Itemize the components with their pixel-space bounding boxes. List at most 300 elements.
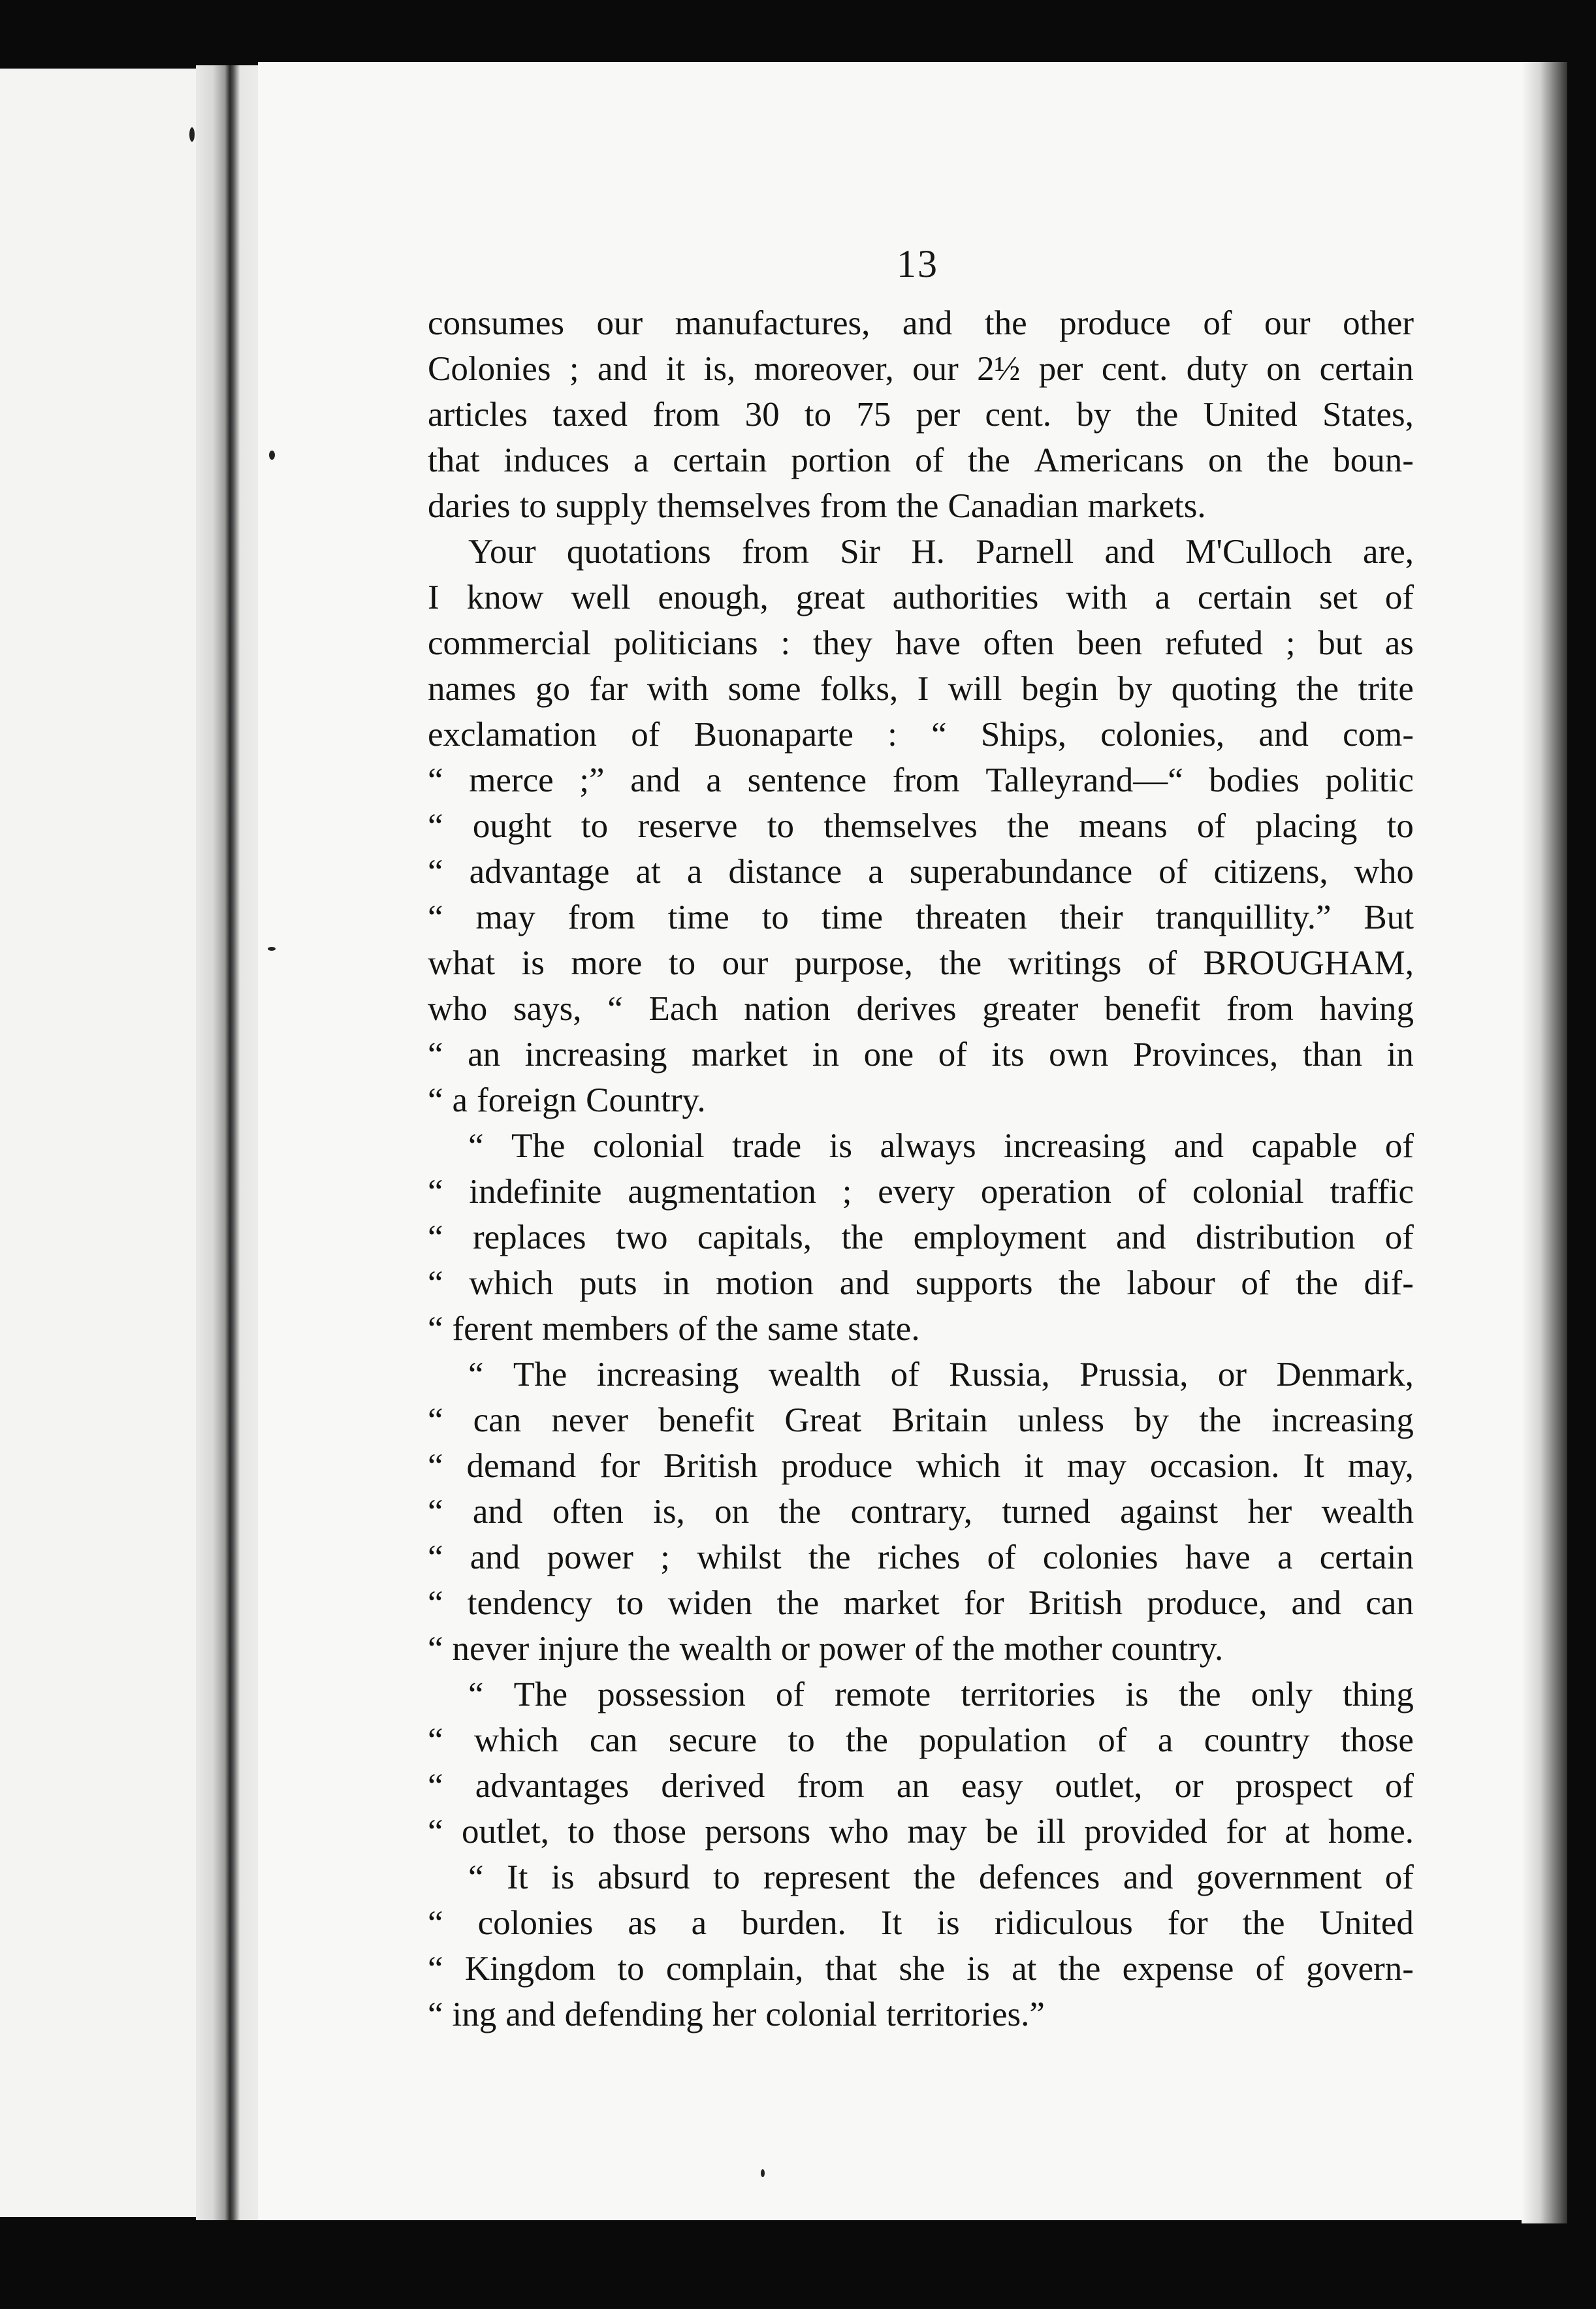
word: a bbox=[691, 1904, 707, 1942]
word: and bbox=[1258, 716, 1309, 754]
body-text bbox=[428, 300, 1414, 2037]
word: defending bbox=[564, 1996, 703, 2033]
text-line bbox=[428, 1489, 1414, 1535]
word: “ bbox=[428, 1493, 443, 1531]
word: 2½ bbox=[977, 350, 1021, 388]
word: “ bbox=[428, 1081, 443, 1119]
word: on bbox=[1207, 441, 1243, 479]
word: advantage bbox=[469, 853, 610, 891]
word: of bbox=[1158, 853, 1188, 891]
word: in bbox=[663, 1264, 690, 1302]
word: of bbox=[631, 716, 660, 754]
word: and bbox=[1291, 1584, 1342, 1622]
word: a bbox=[868, 853, 884, 891]
word: Denmark, bbox=[1276, 1356, 1414, 1393]
word: an bbox=[468, 1036, 501, 1074]
word: “ bbox=[428, 1447, 443, 1485]
word: consumes bbox=[428, 304, 565, 342]
word: tranquillity.” bbox=[1155, 899, 1332, 936]
word: “ bbox=[428, 853, 443, 891]
word: of bbox=[1384, 1858, 1414, 1896]
word: themselves bbox=[823, 807, 978, 845]
word: is bbox=[1125, 1676, 1149, 1713]
word: a bbox=[686, 853, 703, 891]
word: they bbox=[812, 624, 873, 662]
text-line bbox=[428, 300, 1414, 346]
word: exclamation bbox=[428, 716, 597, 754]
word: cent. bbox=[985, 396, 1052, 434]
word: colonies bbox=[477, 1904, 594, 1942]
word: or bbox=[1174, 1767, 1204, 1805]
text-line bbox=[428, 1626, 1414, 1672]
word: may bbox=[1066, 1447, 1126, 1485]
text-line bbox=[428, 1672, 1414, 1717]
text-line bbox=[428, 346, 1414, 392]
word: Provinces, bbox=[1133, 1036, 1279, 1074]
text-line bbox=[428, 1032, 1414, 1077]
word: a bbox=[1277, 1538, 1293, 1576]
word: and bbox=[597, 350, 648, 388]
word: I bbox=[917, 670, 929, 708]
word: of bbox=[938, 1036, 967, 1074]
word: supports bbox=[915, 1264, 1033, 1302]
word: “ bbox=[428, 1173, 443, 1211]
text-line bbox=[428, 1580, 1414, 1626]
word: to bbox=[567, 1813, 595, 1851]
word: every bbox=[878, 1173, 955, 1211]
word: daries bbox=[428, 487, 511, 525]
text-line bbox=[428, 1397, 1414, 1443]
word: articles bbox=[428, 396, 528, 434]
word: territories.” bbox=[886, 1996, 1045, 2033]
word: “ bbox=[428, 1630, 443, 1668]
word: from bbox=[820, 487, 887, 525]
word: remote bbox=[835, 1676, 931, 1713]
word: enough, bbox=[658, 579, 769, 616]
word: some bbox=[727, 670, 801, 708]
word: of bbox=[890, 1356, 919, 1393]
word: colonial bbox=[765, 1996, 878, 2033]
word: with bbox=[1066, 579, 1128, 616]
word: : bbox=[780, 624, 791, 662]
word: that bbox=[428, 441, 480, 479]
word: produce bbox=[1059, 304, 1171, 342]
word: certain bbox=[673, 441, 767, 479]
word: greater bbox=[982, 990, 1079, 1028]
word: to bbox=[761, 899, 789, 936]
scan-speck bbox=[268, 947, 276, 951]
word: power bbox=[819, 1630, 906, 1668]
word: demand bbox=[466, 1447, 577, 1485]
word: more bbox=[571, 944, 643, 982]
word: Britain bbox=[891, 1401, 988, 1439]
word: Sir bbox=[840, 533, 881, 571]
word: which bbox=[916, 1447, 1001, 1485]
word: from bbox=[797, 1767, 865, 1805]
word: I bbox=[428, 579, 439, 616]
word: may bbox=[907, 1813, 967, 1851]
word: “ bbox=[428, 1767, 443, 1805]
text-line bbox=[428, 1306, 1414, 1352]
word: Colonies bbox=[428, 350, 551, 388]
word: two bbox=[615, 1218, 668, 1256]
word: is, bbox=[653, 1493, 685, 1531]
word: from bbox=[567, 899, 635, 936]
word: Each bbox=[648, 990, 718, 1028]
word: country. bbox=[1111, 1630, 1224, 1668]
word: home. bbox=[1328, 1813, 1414, 1851]
word: having bbox=[1319, 990, 1414, 1028]
word: territories bbox=[961, 1676, 1096, 1713]
text-line bbox=[428, 666, 1414, 712]
word: “ bbox=[428, 1584, 443, 1622]
word: other bbox=[1343, 304, 1414, 342]
word: reserve bbox=[637, 807, 738, 845]
word: as bbox=[1384, 624, 1414, 662]
word: the bbox=[808, 1538, 851, 1576]
word: Americans bbox=[1034, 441, 1185, 479]
word: who bbox=[428, 990, 488, 1028]
word: States, bbox=[1322, 396, 1414, 434]
word: “ bbox=[428, 1218, 443, 1256]
word: employment bbox=[913, 1218, 1087, 1256]
word: “ bbox=[428, 1721, 443, 1759]
word: Buonaparte bbox=[694, 716, 854, 754]
word: produce, bbox=[1147, 1584, 1268, 1622]
word: have bbox=[895, 624, 961, 662]
word: than bbox=[1302, 1036, 1363, 1074]
word: government bbox=[1196, 1858, 1362, 1896]
word: from bbox=[652, 396, 720, 434]
word: benefit bbox=[658, 1401, 755, 1439]
word: derived bbox=[661, 1767, 765, 1805]
word: and bbox=[902, 304, 953, 342]
text-line bbox=[428, 1077, 1414, 1123]
word: capable bbox=[1251, 1127, 1358, 1165]
word: is bbox=[966, 1950, 990, 1988]
word: of bbox=[1241, 1264, 1270, 1302]
word: tendency bbox=[467, 1584, 593, 1622]
word: to bbox=[712, 1858, 741, 1896]
word: been bbox=[1077, 624, 1143, 662]
word: threaten bbox=[915, 899, 1027, 936]
word: The bbox=[513, 1356, 567, 1393]
word: puts bbox=[579, 1264, 637, 1302]
word: placing bbox=[1255, 807, 1358, 845]
word: Great bbox=[784, 1401, 862, 1439]
text-line bbox=[428, 1946, 1414, 1992]
word: ought bbox=[472, 807, 552, 845]
word: sentence bbox=[747, 761, 867, 799]
word: the bbox=[896, 487, 939, 525]
word: the bbox=[1296, 1264, 1338, 1302]
word: absurd bbox=[598, 1858, 690, 1896]
word: Your bbox=[468, 533, 536, 571]
word: means bbox=[1079, 807, 1168, 845]
scan-speck bbox=[761, 2169, 765, 2177]
word: colonies bbox=[1042, 1538, 1158, 1576]
word: the bbox=[846, 1721, 888, 1759]
word: wealth bbox=[768, 1356, 861, 1393]
word: of bbox=[1255, 1950, 1285, 1988]
word: of bbox=[1098, 1721, 1127, 1759]
word: and bbox=[472, 1493, 523, 1531]
word: expense bbox=[1122, 1950, 1234, 1988]
word: Prussia, bbox=[1079, 1356, 1189, 1393]
word: by bbox=[1076, 396, 1111, 434]
page-number: 13 bbox=[897, 242, 938, 285]
text-line bbox=[428, 1763, 1414, 1809]
word: in bbox=[812, 1036, 840, 1074]
word: folks, bbox=[820, 670, 899, 708]
word: “ bbox=[428, 1264, 443, 1302]
word: of bbox=[775, 1676, 805, 1713]
word: it bbox=[665, 350, 686, 388]
word: whilst bbox=[697, 1538, 782, 1576]
text-line bbox=[428, 392, 1414, 438]
word: to bbox=[804, 396, 832, 434]
word: same bbox=[767, 1310, 839, 1348]
word: is, bbox=[703, 350, 736, 388]
word: but bbox=[1318, 624, 1362, 662]
text-line bbox=[428, 1717, 1414, 1763]
word: which bbox=[469, 1264, 554, 1302]
word: mother bbox=[1004, 1630, 1102, 1668]
word: themselves bbox=[657, 487, 811, 525]
word: or bbox=[780, 1630, 810, 1668]
word: persons bbox=[705, 1813, 811, 1851]
scan-speck bbox=[269, 451, 275, 460]
word: or bbox=[1217, 1356, 1247, 1393]
word: state. bbox=[848, 1310, 920, 1348]
word: which bbox=[473, 1721, 559, 1759]
word: per bbox=[916, 396, 961, 434]
word: markets. bbox=[1087, 487, 1206, 525]
word: the bbox=[1178, 1676, 1221, 1713]
word: wealth bbox=[1321, 1493, 1414, 1531]
word: its bbox=[991, 1036, 1025, 1074]
word: of bbox=[914, 1630, 944, 1668]
word: only bbox=[1251, 1676, 1313, 1713]
word: produce bbox=[781, 1447, 893, 1485]
word: population bbox=[919, 1721, 1067, 1759]
text-line bbox=[428, 1215, 1414, 1260]
text-line bbox=[428, 438, 1414, 483]
word: by bbox=[1117, 670, 1153, 708]
word: “ bbox=[607, 990, 623, 1028]
word: certain bbox=[1319, 1538, 1414, 1576]
word: the bbox=[1007, 807, 1049, 845]
text-line bbox=[428, 1352, 1414, 1397]
word: merce bbox=[469, 761, 554, 799]
word: moreover, bbox=[754, 350, 894, 388]
word: ; bbox=[1285, 624, 1296, 662]
word: the bbox=[952, 1630, 995, 1668]
word: market bbox=[692, 1036, 788, 1074]
word: ;” bbox=[579, 761, 605, 799]
word: colonies, bbox=[1100, 716, 1225, 754]
word: those bbox=[1341, 1721, 1414, 1759]
word: to bbox=[616, 1584, 644, 1622]
word: for bbox=[599, 1447, 640, 1485]
word: the bbox=[1058, 1950, 1101, 1988]
word: duty bbox=[1186, 350, 1248, 388]
word: widen bbox=[667, 1584, 753, 1622]
text-line bbox=[428, 1855, 1414, 1900]
word: colonial bbox=[1192, 1173, 1304, 1211]
word: outlet, bbox=[461, 1813, 549, 1851]
text-line bbox=[428, 849, 1414, 895]
word: her bbox=[1247, 1493, 1292, 1531]
word: and bbox=[505, 1996, 556, 2033]
word: supply bbox=[555, 487, 648, 525]
word: from bbox=[1226, 990, 1294, 1028]
text-line bbox=[428, 1443, 1414, 1489]
word: The bbox=[511, 1127, 566, 1165]
left-page-margin bbox=[0, 69, 215, 2217]
word: colonial bbox=[592, 1127, 705, 1165]
word: is bbox=[936, 1904, 960, 1942]
word: provided bbox=[1084, 1813, 1207, 1851]
word: “ bbox=[428, 1538, 443, 1576]
word: quotations bbox=[566, 533, 711, 571]
word: motion bbox=[715, 1264, 814, 1302]
word: time bbox=[821, 899, 884, 936]
word: at bbox=[635, 853, 661, 891]
word: that bbox=[825, 1950, 878, 1988]
word: of bbox=[1384, 1767, 1414, 1805]
text-line bbox=[428, 803, 1414, 849]
word: per bbox=[1038, 350, 1083, 388]
word: Talleyrand—“ bbox=[985, 761, 1183, 799]
word: of bbox=[1384, 1127, 1414, 1165]
word: what bbox=[428, 944, 496, 982]
word: replaces bbox=[472, 1218, 586, 1256]
word: of bbox=[1384, 1218, 1414, 1256]
text-line bbox=[428, 986, 1414, 1032]
word: is bbox=[829, 1127, 852, 1165]
word: increasing bbox=[1004, 1127, 1146, 1165]
word: Kingdom bbox=[464, 1950, 596, 1988]
word: and bbox=[470, 1538, 520, 1576]
word: one bbox=[863, 1036, 914, 1074]
word: the bbox=[939, 944, 982, 982]
word: often bbox=[983, 624, 1055, 662]
word: is bbox=[521, 944, 545, 982]
word: of bbox=[1384, 579, 1414, 616]
word: of bbox=[678, 1310, 707, 1348]
word: go bbox=[535, 670, 570, 708]
word: her bbox=[712, 1996, 757, 2033]
word: for bbox=[1167, 1904, 1208, 1942]
word: the bbox=[1242, 1904, 1285, 1942]
word: ill bbox=[1036, 1813, 1066, 1851]
text-line bbox=[428, 1809, 1414, 1855]
word: she bbox=[899, 1950, 946, 1988]
word: to bbox=[581, 807, 609, 845]
scan-speck bbox=[189, 127, 195, 142]
word: injure bbox=[538, 1630, 619, 1668]
word: traffic bbox=[1330, 1173, 1414, 1211]
word: distribution bbox=[1195, 1218, 1356, 1256]
word: The bbox=[513, 1676, 567, 1713]
word: the bbox=[776, 1584, 820, 1622]
word: against bbox=[1120, 1493, 1219, 1531]
word: and bbox=[1104, 533, 1155, 571]
word: for bbox=[963, 1584, 1004, 1622]
word: are, bbox=[1363, 533, 1414, 571]
word: of bbox=[915, 441, 944, 479]
word: to bbox=[788, 1721, 815, 1759]
word: great bbox=[795, 579, 865, 616]
word: power bbox=[547, 1538, 633, 1576]
word: of bbox=[1203, 304, 1232, 342]
word: ; bbox=[569, 350, 579, 388]
word: contrary, bbox=[850, 1493, 972, 1531]
word: the bbox=[778, 1493, 822, 1531]
word: in bbox=[1386, 1036, 1414, 1074]
word: country bbox=[1204, 1721, 1310, 1759]
word: time bbox=[667, 899, 729, 936]
word: taxed bbox=[552, 396, 628, 434]
word: it bbox=[1024, 1447, 1044, 1485]
word: never bbox=[551, 1401, 629, 1439]
word: ; bbox=[660, 1538, 670, 1576]
word: “ bbox=[428, 899, 443, 936]
word: for bbox=[1226, 1813, 1266, 1851]
word: operation bbox=[980, 1173, 1112, 1211]
word: complain, bbox=[665, 1950, 804, 1988]
word: : bbox=[887, 716, 897, 754]
word: may, bbox=[1347, 1447, 1414, 1485]
word: as bbox=[628, 1904, 657, 1942]
word: will bbox=[948, 670, 1002, 708]
word: quoting bbox=[1171, 670, 1277, 708]
word: who bbox=[829, 1813, 889, 1851]
word: a bbox=[1155, 579, 1170, 616]
word: secure bbox=[668, 1721, 758, 1759]
word: boun- bbox=[1333, 441, 1414, 479]
word: cent. bbox=[1101, 350, 1168, 388]
word: the bbox=[1136, 396, 1179, 434]
word: easy bbox=[961, 1767, 1023, 1805]
word: the bbox=[968, 441, 1010, 479]
word: “ bbox=[428, 1996, 443, 2033]
word: politic bbox=[1325, 761, 1414, 799]
word: “ bbox=[428, 1310, 443, 1348]
word: “ bbox=[468, 1356, 484, 1393]
word: never bbox=[452, 1630, 530, 1668]
word: “ bbox=[468, 1676, 484, 1713]
word: “ bbox=[428, 1401, 443, 1439]
word: refuted bbox=[1165, 624, 1264, 662]
word: H. bbox=[911, 533, 945, 571]
word: manufactures, bbox=[675, 304, 870, 342]
word: at bbox=[1285, 1813, 1310, 1851]
word: and bbox=[1116, 1218, 1166, 1256]
text-line bbox=[428, 712, 1414, 757]
word: trade bbox=[732, 1127, 802, 1165]
word: a bbox=[633, 441, 649, 479]
word: ridiculous bbox=[994, 1904, 1133, 1942]
word: ferent bbox=[452, 1310, 534, 1348]
word: of bbox=[987, 1538, 1016, 1576]
word: members bbox=[542, 1310, 669, 1348]
word: United bbox=[1203, 396, 1298, 434]
word: at bbox=[1012, 1950, 1037, 1988]
word: on bbox=[714, 1493, 750, 1531]
word: the bbox=[913, 1858, 956, 1896]
